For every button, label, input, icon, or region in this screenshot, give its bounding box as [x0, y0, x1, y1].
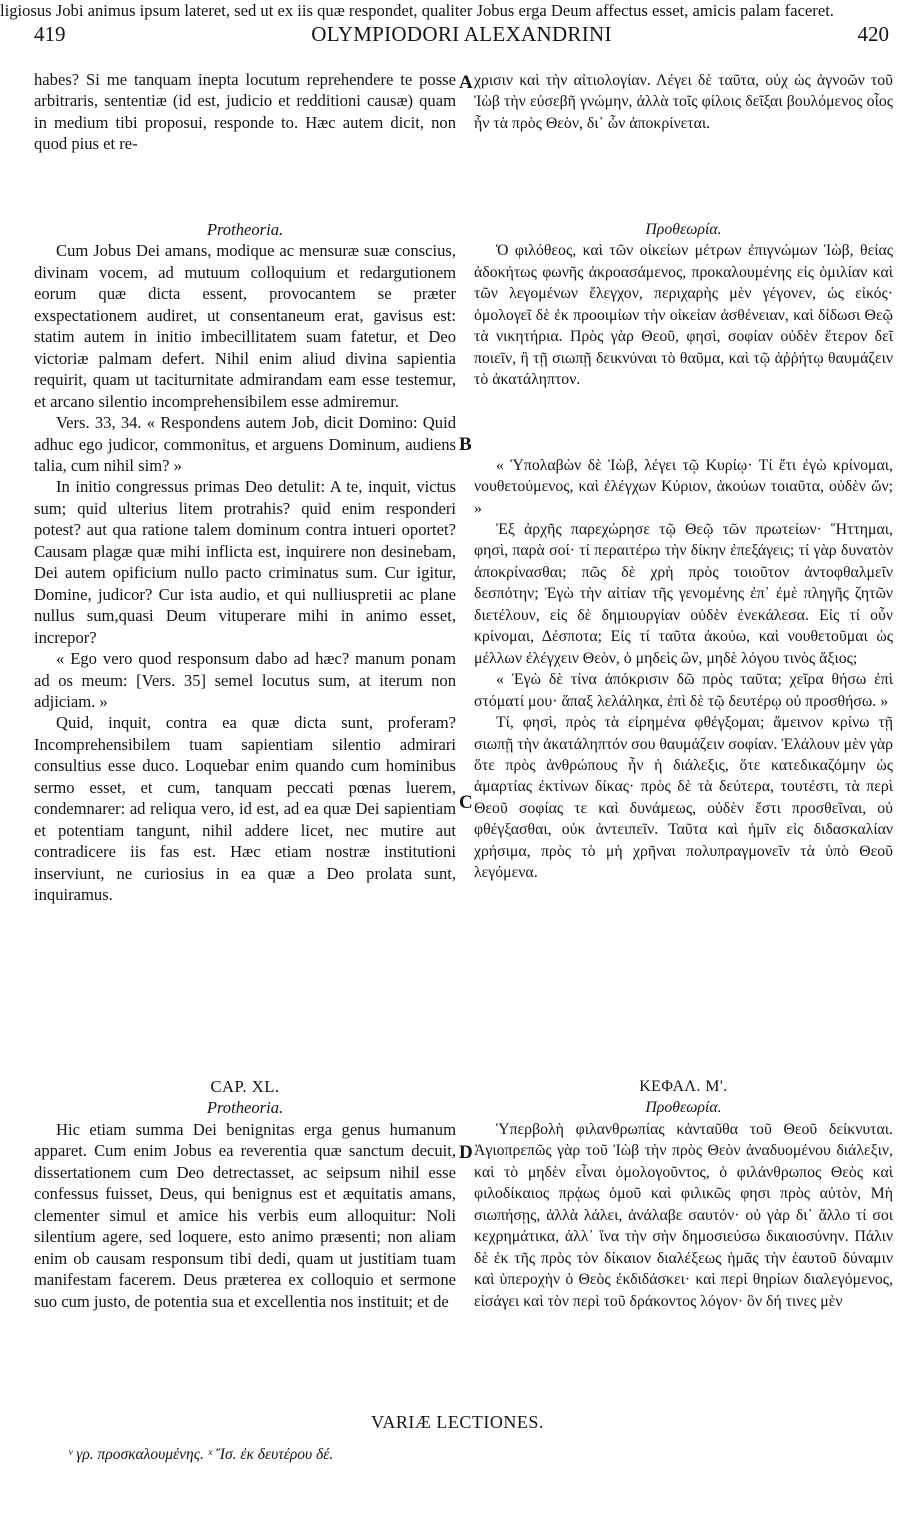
latin-chapter-title: CAP. XL. — [210, 1077, 280, 1096]
section-marker-a: A — [459, 72, 473, 93]
latin-heading: Protheoria. — [206, 220, 284, 239]
latin-paragraph: In initio congressus primas Deo detulit: A te, inquit, victus sum; quid ulterius litem protrahis? quid enim responderi potest? aut qua ratione talem dominum contra intueri oportet? Causam plagæ quæ mihi inflicta est, inquirere non desinebam, Dei autem opificium nullo pacto criminatus sum. Cur igitur, Domine, judicor? Cur ista audio, et qui nulliuspretii ac plane nullus sum,quasi Deum vituperare mihi in animo esset, increpor? — [34, 477, 456, 647]
variae-lectiones-title: VARIÆ LECTIONES. — [371, 1412, 544, 1432]
latin-column-top — [34, 69, 456, 155]
greek-verse: « Ὑπολαβὼν δὲ Ἰὼβ, λέγει τῷ Κυρίῳ· Τί ἔτι ἐγὼ κρίνομαι, νουθετούμενος, καὶ ἐλέγχων Κύριον, ἀκούων τοιαῦτα, οὐδὲν ὤν; » — [474, 456, 893, 517]
greek-paragraph: χρισιν καὶ τὴν αἰτιολογίαν. Λέγει δὲ ταῦτα, οὐχ ὡς ἀγνοῶν τοῦ Ἰὼβ τὴν εὐσεβῆ γνώμην, ἀλλὰ τοῖς φίλοις δεῖξαι βουλόμενος οἷος ἦν τὰ πρὸς Θεὸν, δι᾽ ὧν ἀποκρίνεται. — [474, 72, 893, 132]
latin-continuation: ligiosus Jobi animus ipsum lateret, sed ut ex iis quæ respondet, qualiter Jobus erga Deum affectus esset, amicis palam faceret. — [0, 1, 834, 20]
greek-heading: Προθεωρία. — [645, 1099, 722, 1117]
latin-paragraph: Hic etiam summa Dei benignitas erga genus humanum apparet. Cum enim Jobus ea reverentia quæ sanctum decuit, dissertationem cum Deo detrectasset, ac seipsum nihil esse confessus fuisset, Deus, qui benignus est et æquitatis amans, clementer simul et amice his verbis eum alloquitur: Noli silentium agere, sed loquere, esto animo præsenti; non aliam enim ob causam responsum tibi dedi, quam ut justitiam tuam manifestam facerem. Deus præterea ex colloquio et sermone suo cum justo, de potentia sua et excellentia nos instituit; et de — [34, 1119, 456, 1311]
section-marker-d: D — [459, 1142, 473, 1163]
greek-paragraph: Ὑπερβολὴ φιλανθρωπίας κἀνταῦθα τοῦ Θεοῦ δείκνυται. Ἁγιοπρεπῶς γὰρ τοῦ Ἰὼβ τὴν πρὸς Θεὸν ἀναδυομένου διάλεξιν, καὶ τὸ μηδὲν εἶναι ὁμολογοῦντος, ὁ φιλάνθρωπος Θεὸς καὶ φιλοδίκαιος πρᾴως ὁμοῦ καὶ φιλικῶς φησι πρὸς αὐτὸν, Μὴ σιωπήσῃς, ἀλλὰ λάλει, ἀνάλαβε σαυτόν· οὐ γὰρ δι᾽ ἄλλο τί σοι κεχρημάτικα, ἀλλ᾽ ἵνα τὴν σὴν δημοσιεύσω δικαιοσύνην. Πάλιν δὲ ἐκ τῆς πρὸς τὸν δίκαιον διαλέξεως ἡμᾶς τὴν ἑαυτοῦ δύναμιν καὶ ὑπεροχὴν ὁ Θεὸς ἐκδιδάσκει· καὶ περὶ θηρίων διαλεγόμενος, εἰσάγει καὶ τὸν περὶ τοῦ δράκοντος λόγον· ὃν δή τινες μὲν — [474, 1120, 893, 1310]
greek-column-section1 — [474, 219, 893, 884]
greek-paragraph: Ὁ φιλόθεος, καὶ τῶν οἰκείων μέτρων ἐπιγνώμων Ἰὼβ, θείας ἀδοκήτως φωνῆς ἀκροασάμενος, προκαλουμένης εἰς ὁμιλίαν καὶ τῶν λεγομένων ἔλεγχον, περιχαρὴς μὲν γέγονεν, ὡς εἰκός· ὁμολογεῖ δὲ ἐκ προοιμίων τὴν οἰκείαν ἀσθένειαν, καὶ δίδωσι Θεῷ τὰ νικητήρια. Πρὸς γὰρ Θεοῦ, φησὶ, σοφίαν οὐδὲν ἕτερον δεῖ ποιεῖν, ἢ τῇ σιωπῇ δεικνύναι τὸ θαῦμα, καὶ τῷ ἀῤῥήτῳ θαυμάζειν τὸ ἀκατάληπτον. — [474, 242, 893, 389]
page-number-left: 419 — [34, 22, 66, 46]
latin-paragraph: habes? Si me tanquam inepta locutum reprehendere te posse arbitraris, sententiæ (id est, judicio et redditioni causæ) quam in medium tibi proposui, responde to. Hæc autem dicit, non quod pius et re- — [34, 70, 456, 154]
greek-column-section2 — [474, 1076, 893, 1312]
running-title: OLYMPIODORI ALEXANDRINI — [311, 22, 612, 46]
page-number-right: 420 — [857, 22, 889, 46]
latin-column-section1 — [34, 219, 456, 906]
greek-paragraph: Ἐξ ἀρχῆς παρεχώρησε τῷ Θεῷ τῶν πρωτείων· Ἥττημαι, φησὶ, παρὰ σοί· τί περαιτέρω τὴν δίκην ἐπεξάγεις; τί γὰρ δυνατὸν ἀποκρίνασθαι; πῶς δὲ χρὴ πρὸς τοιοῦτον ἀντοφθαλμεῖν δεσπότην; Ἐγὼ τὴν αἰτίαν τῆς γενομένης ἐπ᾽ ἐμὲ πληγῆς ζητῶν διετέλουν, εἰς δὲ δημιουργίαν οὐδὲν ἐνεκάλεσα. Εἰς τί οὖν κρίνομαι, Δέσποτα; Εἰς τί ταῦτα ἀκούω, καὶ νουθετοῦμαι ὡς μέλλων ἐλέγχειν Θεὸν, ὁ μηδεὶς ὢν, μηδὲ λόγου τινὸς ἄξιος; — [474, 520, 893, 667]
greek-column-top — [474, 70, 893, 134]
greek-paragraph: Τί, φησὶ, πρὸς τὰ εἰρημένα φθέγξομαι; ἄμεινον κρίνω τῇ σιωπῇ τὴν ἀκατάληπτόν σου θαυμάζειν σοφίαν. Ἐλάλουν μὲν γὰρ ὅτε πρὸς ἀνθρώπους ἦν ἡ διάλεξις, ὅτε κατεδικαζόμην ὡς ἁμαρτίας ἐκτίνων δίκας· πρὸς δὲ τὰ δεύτερα, τουτέστι, τὰ περὶ Θεοῦ σοφίας τε καὶ δυνάμεως, οὐδὲν ἔστι προσθεῖναι, οὐ φθέγξασθαι, οὐκ ἀντειπεῖν. Ταῦτα καὶ ἡμῖν εἰς διδασκαλίαν χρήσιμα, πρὸς τὸ μὴ χρῆναι πολυπραγμονεῖν τὰ ὑπὸ Θεοῦ λεγόμενα. — [474, 714, 893, 882]
latin-verse: « Ego vero quod responsum dabo ad hæc? manum ponam ad os meum: [Vers. 35] semel locutus sum, at iterum non adjiciam. » — [34, 649, 456, 711]
page-header — [34, 22, 889, 50]
section-marker-c: C — [459, 792, 473, 813]
latin-column-section2 — [34, 1076, 456, 1312]
variae-lectiones-notes: ᵛ γρ. προσκαλουμένης. ˣ Ἴσ. ἐκ δευτέρου δέ. — [68, 1446, 334, 1463]
greek-verse: « Ἐγὼ δὲ τίνα ἀπόκρισιν δῶ πρὸς ταῦτα; χεῖρα θήσω ἐπὶ στόματί μου· ἅπαξ λελάληκα, ἐπὶ δὲ τῷ δευτέρῳ οὐ προσθήσω. » — [474, 671, 893, 710]
greek-chapter-title: ΚΕΦΑΛ. Μ'. — [639, 1078, 728, 1095]
greek-heading: Προθεωρία. — [645, 221, 722, 238]
latin-paragraph: Quid, inquit, contra ea quæ dicta sunt, proferam? Incomprehensibilem tuam sapientiam silentio admirari consultius esse duco. Loquebar enim quando cum hominibus sermo esset, et cum, tanquam peccati pœnas luerem, condemnarer: ad reliqua vero, id est, ad ea quæ Dei sapientiam et potentiam tangunt, nihil addere licet, nec mutire aut contradicere iis fas est. Hæc etiam nostræ institutioni inserviunt, ne curiosius in ea quæ a Deo prolata sunt, inquiramus. — [34, 713, 456, 905]
latin-paragraph: Cum Jobus Dei amans, modique ac mensuræ suæ conscius, divinam vocem, ad mutuum colloquium et redargutionem eorum quæ dicta essent, provocantem se præter exspectationem audiret, ut consentaneum erat, gavisus est: statim autem in initio imbecillitatem suam fatetur, et Deo victoriæ palmam defert. Nihil enim aliud divina sapientia requirit, quam ut taciturnitate admirandam eam esse testemur, et arcano silentio incomprehensibilem esse admiremur. — [34, 241, 456, 411]
section-marker-b: B — [459, 434, 472, 455]
full-width-line — [0, 0, 859, 21]
latin-heading: Protheoria. — [206, 1098, 284, 1118]
latin-verse: Vers. 33, 34. « Respondens autem Job, dicit Domino: Quid adhuc ego judicor, commonitus, et arguens Dominum, audiens talia, cum nihil sim? » — [34, 413, 456, 475]
